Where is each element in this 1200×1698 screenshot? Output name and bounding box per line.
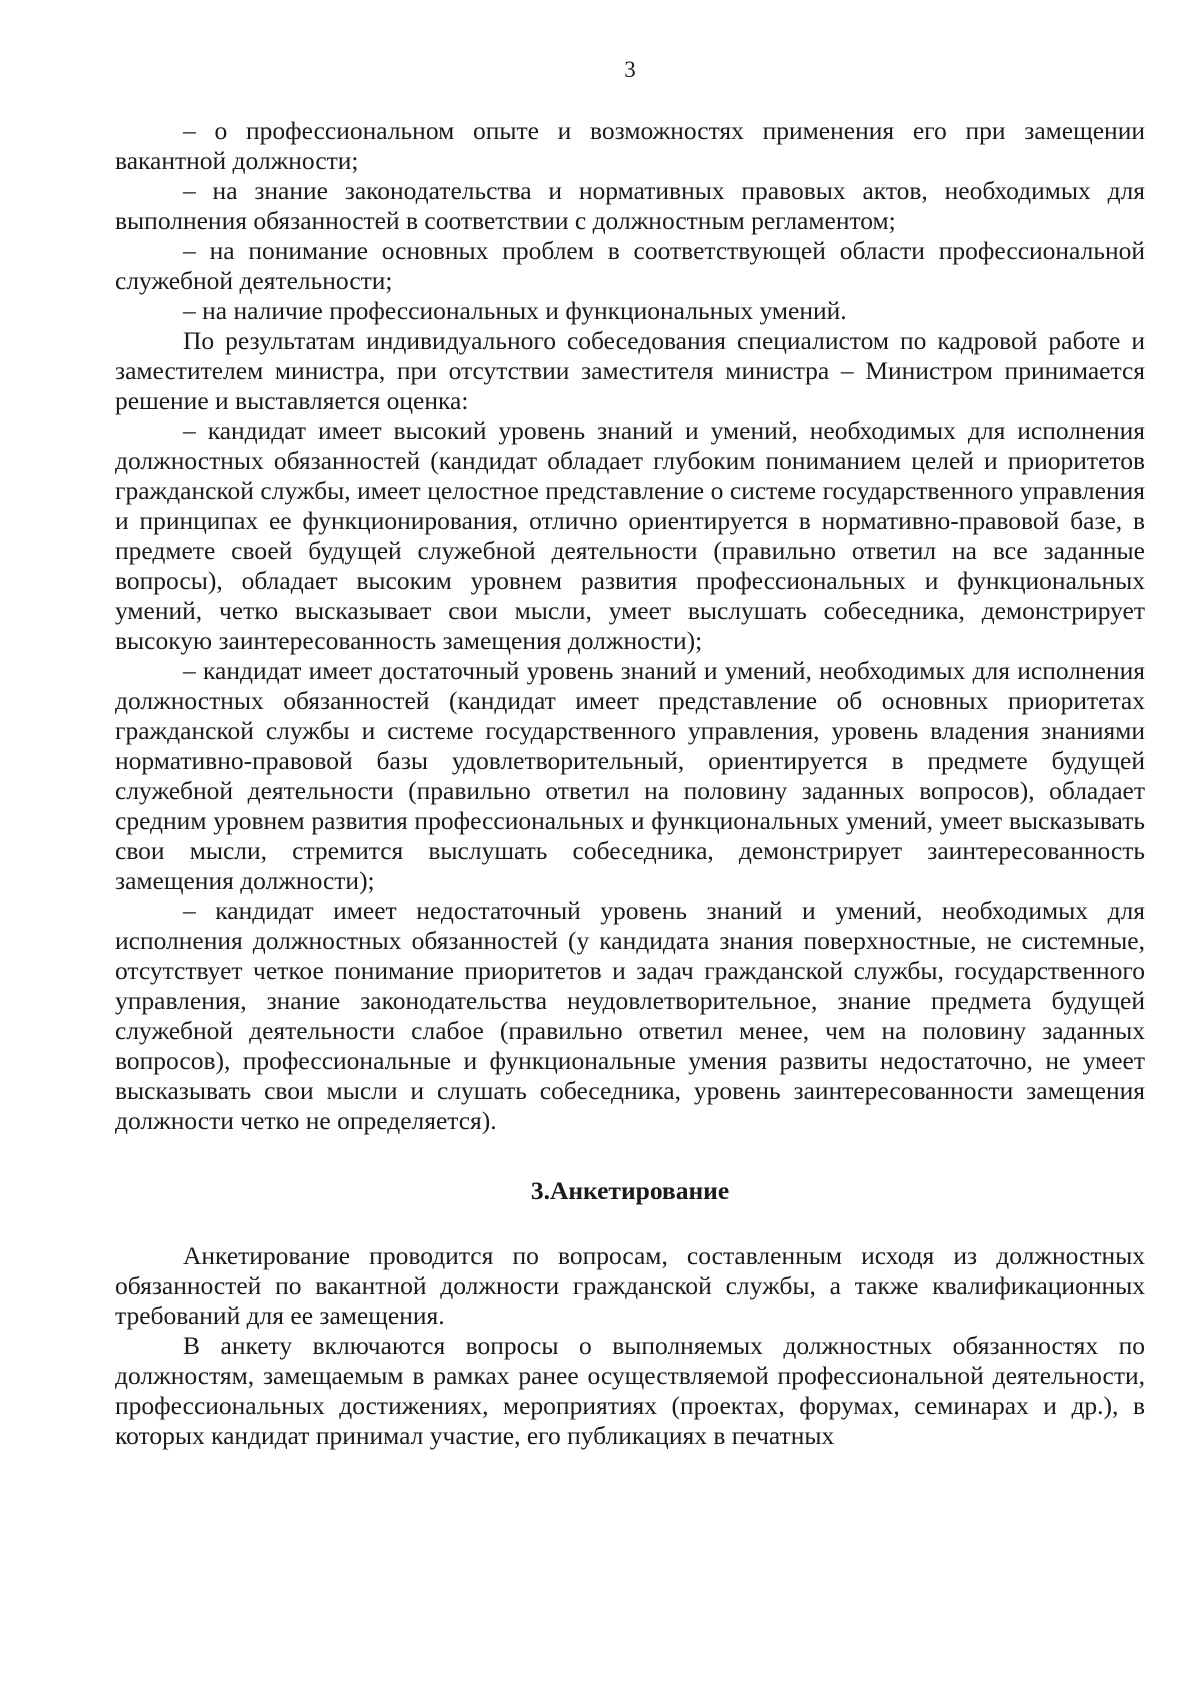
paragraph-interview-results: По результатам индивидуального собеседования специалистом по кадровой работе и заместителем министра, при отсутствии заместителя министра – Министром принимается решение и выставляется оценка: — [115, 326, 1145, 415]
paragraph-questionnaire-content: В анкету включаются вопросы о выполняемых должностных обязанностях по должностям, замещаемым в рамках ранее осуществляемой профессиональной деятельности, профессиональных достижениях, мероприятиях (проектах, форумах, семинарах и др.), в которых кандидат принимал участие, его публикациях в печатных — [115, 1331, 1145, 1450]
paragraph-insufficient-level: – кандидат имеет недостаточный уровень знаний и умений, необходимых для исполнения должностных обязанностей (у кандидата знания поверхностные, не системные, отсутствует четкое понимание приоритетов и задач гражданской службы, государственного управления, знание законодательства неудовлетворительное, знание предмета будущей служебной деятельности слабое (правильно ответил менее, чем на половину заданных вопросов), профессиональные и функциональные умения развиты недостаточно, не умеет высказывать свои мысли и слушать собеседника, уровень заинтересованности замещения должности четко не определяется). — [115, 896, 1145, 1135]
paragraph-legislation-knowledge: – на знание законодательства и нормативных правовых актов, необходимых для выполнения обязанностей в соответствии с должностным регламентом; — [115, 176, 1145, 235]
paragraph-experience: – о профессиональном опыте и возможностях применения его при замещении вакантной должности; — [115, 116, 1145, 175]
paragraph-high-level: – кандидат имеет высокий уровень знаний и умений, необходимых для исполнения должностных обязанностей (кандидат обладает глубоким пониманием целей и приоритетов гражданской службы, имеет целостное представление о системе государственного управления и принципах ее функционирования, отлично ориентируется в нормативно-правовой базе, в предмете своей будущей служебной деятельности (правильно ответил на все заданные вопросы), обладает высоким уровнем развития профессиональных и функциональных умений, четко высказывает свои мысли, умеет выслушать собеседника, демонстрирует высокую заинтересованность замещения должности); — [115, 416, 1145, 655]
paragraph-sufficient-level: – кандидат имеет достаточный уровень знаний и умений, необходимых для исполнения должностных обязанностей (кандидат имеет представление об основных приоритетах гражданской службы и системе государственного управления, уровень владения знаниями нормативно-правовой базы удовлетворительный, ориентируется в предмете будущей служебной деятельности (правильно ответил на половину заданных вопросов), обладает средним уровнем развития профессиональных и функциональных умений, умеет высказывать свои мысли, стремится выслушать собеседника, демонстрирует заинтересованность замещения должности); — [115, 656, 1145, 895]
paragraph-problems-understanding: – на понимание основных проблем в соответствующей области профессиональной служебной деятельности; — [115, 236, 1145, 295]
paragraph-questionnaire-basis: Анкетирование проводится по вопросам, составленным исходя из должностных обязанностей по вакантной должности гражданской службы, а также квалификационных требований для ее замещения. — [115, 1241, 1145, 1330]
page-number: 3 — [624, 57, 636, 82]
document-body — [115, 116, 1145, 1451]
paragraph-skills: – на наличие профессиональных и функциональных умений. — [183, 296, 847, 325]
section-heading: 3.Анкетирование — [530, 1176, 730, 1205]
